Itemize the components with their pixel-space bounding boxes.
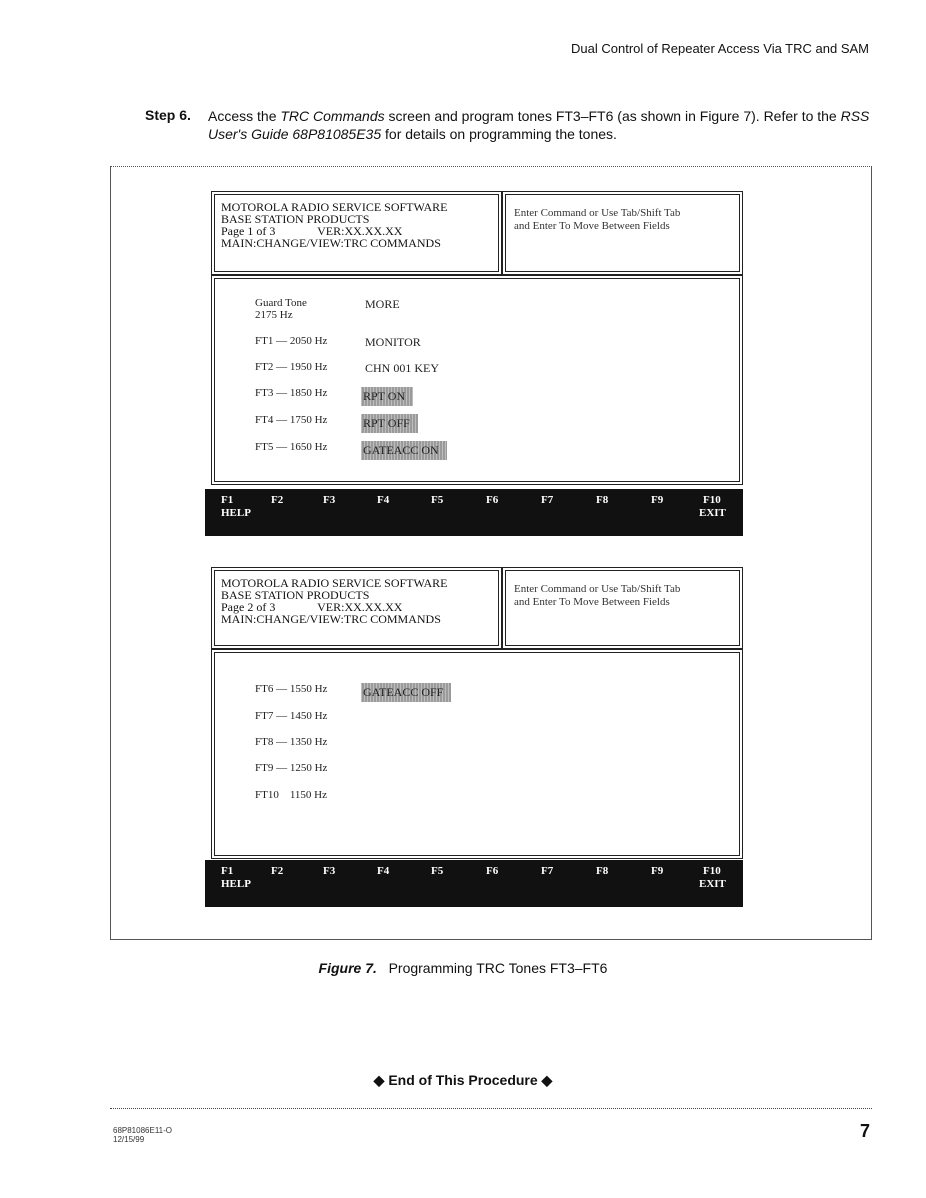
function-key-f8[interactable]: F8: [596, 865, 609, 877]
function-key-f8[interactable]: F8: [596, 494, 609, 506]
hint-text: Enter Command or Use Tab/Shift Tab and Enter To Move Between Fields: [514, 207, 681, 232]
function-key-f10[interactable]: F10: [703, 494, 721, 506]
tone-row: [255, 297, 400, 321]
function-key-f6[interactable]: F6: [486, 865, 499, 877]
fields-panel: [211, 649, 743, 859]
tone-row: [255, 414, 410, 430]
function-key-f2[interactable]: F2: [271, 865, 284, 877]
tone-command-field[interactable]: GATEACC OFF: [361, 683, 451, 702]
tone-label: FT7 — 1450 Hz: [255, 710, 328, 722]
tone-command-field[interactable]: RPT ON: [361, 387, 413, 406]
hint-text: Enter Command or Use Tab/Shift Tab and Enter To Move Between Fields: [514, 583, 681, 608]
tone-row: [255, 387, 406, 403]
hint-panel: [502, 191, 743, 275]
tone-row: [255, 335, 421, 349]
function-key-f10[interactable]: F10: [703, 865, 721, 877]
function-key-f7[interactable]: F7: [541, 865, 554, 877]
function-key-f9[interactable]: F9: [651, 494, 664, 506]
step-text: Access the TRC Commands screen and program tones FT3–FT6 (as shown in Figure 7). Refer to the RSS User's Guide 68P81085E35 for details on programming the tones.: [208, 108, 870, 142]
tone-label: FT2 — 1950 Hz: [255, 361, 328, 373]
function-key-f2[interactable]: F2: [271, 494, 284, 506]
function-key-f7[interactable]: F7: [541, 494, 554, 506]
tone-row: [255, 683, 444, 699]
running-header: Dual Control of Repeater Access Via TRC and SAM: [571, 41, 869, 56]
page-number: 7: [859, 1121, 870, 1141]
screen-header-panel: [211, 191, 502, 275]
function-key-f1[interactable]: F1: [221, 494, 234, 506]
function-key-f5[interactable]: F5: [431, 494, 444, 506]
screen-header-panel: [211, 567, 502, 649]
tone-label: FT10 1150 Hz: [255, 789, 328, 801]
function-key-label-f10: EXIT: [699, 507, 726, 519]
tone-label: FT1 — 2050 Hz: [255, 335, 328, 347]
screen-header-text: MOTOROLA RADIO SERVICE SOFTWARE BASE STATION PRODUCTS Page 1 of 3 VER:XX.XX.XX MAIN:CHANGE/VIEW:TRC COMMANDS: [221, 200, 448, 250]
function-key-f4[interactable]: F4: [377, 865, 390, 877]
footer-rule: [110, 1108, 872, 1109]
tone-row: [255, 736, 327, 748]
tone-label: FT6 — 1550 Hz: [255, 683, 328, 695]
function-key-f4[interactable]: F4: [377, 494, 390, 506]
fields-panel: [211, 275, 743, 485]
function-key-f9[interactable]: F9: [651, 865, 664, 877]
tone-label: FT3 — 1850 Hz: [255, 387, 328, 399]
tone-label: FT8 — 1350 Hz: [255, 736, 328, 748]
tone-label: FT5 — 1650 Hz: [255, 441, 328, 453]
tone-row: [255, 441, 439, 457]
function-key-bar: [205, 489, 743, 536]
tone-command-field[interactable]: GATEACC ON: [361, 441, 447, 460]
footer-doc-info: 68P81086E11-O 12/15/99: [113, 1126, 173, 1144]
figure-frame: [110, 166, 872, 940]
function-key-f6[interactable]: F6: [486, 494, 499, 506]
function-key-bar: [205, 860, 743, 907]
tone-label: Guard Tone 2175 Hz: [255, 297, 307, 321]
hint-panel: [502, 567, 743, 649]
tone-row: [255, 762, 327, 774]
tone-row: [255, 710, 327, 722]
end-of-procedure: ◆ End of This Procedure ◆: [373, 1072, 553, 1088]
step-number: Step 6.: [145, 107, 191, 123]
screen-header-text: MOTOROLA RADIO SERVICE SOFTWARE BASE STATION PRODUCTS Page 2 of 3 VER:XX.XX.XX MAIN:CHANGE/VIEW:TRC COMMANDS: [221, 576, 448, 626]
tone-label: FT9 — 1250 Hz: [255, 762, 328, 774]
function-key-label-f1: HELP: [221, 507, 251, 519]
tone-command-field[interactable]: CHN 001 KEY: [365, 361, 439, 375]
tone-command-field[interactable]: MONITOR: [365, 335, 421, 349]
function-key-f5[interactable]: F5: [431, 865, 444, 877]
tone-command-field[interactable]: MORE: [365, 297, 400, 311]
function-key-label-f1: HELP: [221, 878, 251, 890]
function-key-f3[interactable]: F3: [323, 494, 336, 506]
function-key-f1[interactable]: F1: [221, 865, 234, 877]
function-key-label-f10: EXIT: [699, 878, 726, 890]
tone-row: [255, 361, 439, 375]
tone-command-field[interactable]: RPT OFF: [361, 414, 418, 433]
tone-row: [255, 789, 327, 801]
figure-caption: Figure 7. Programming TRC Tones FT3–FT6: [318, 960, 608, 976]
tone-label: FT4 — 1750 Hz: [255, 414, 328, 426]
function-key-f3[interactable]: F3: [323, 865, 336, 877]
